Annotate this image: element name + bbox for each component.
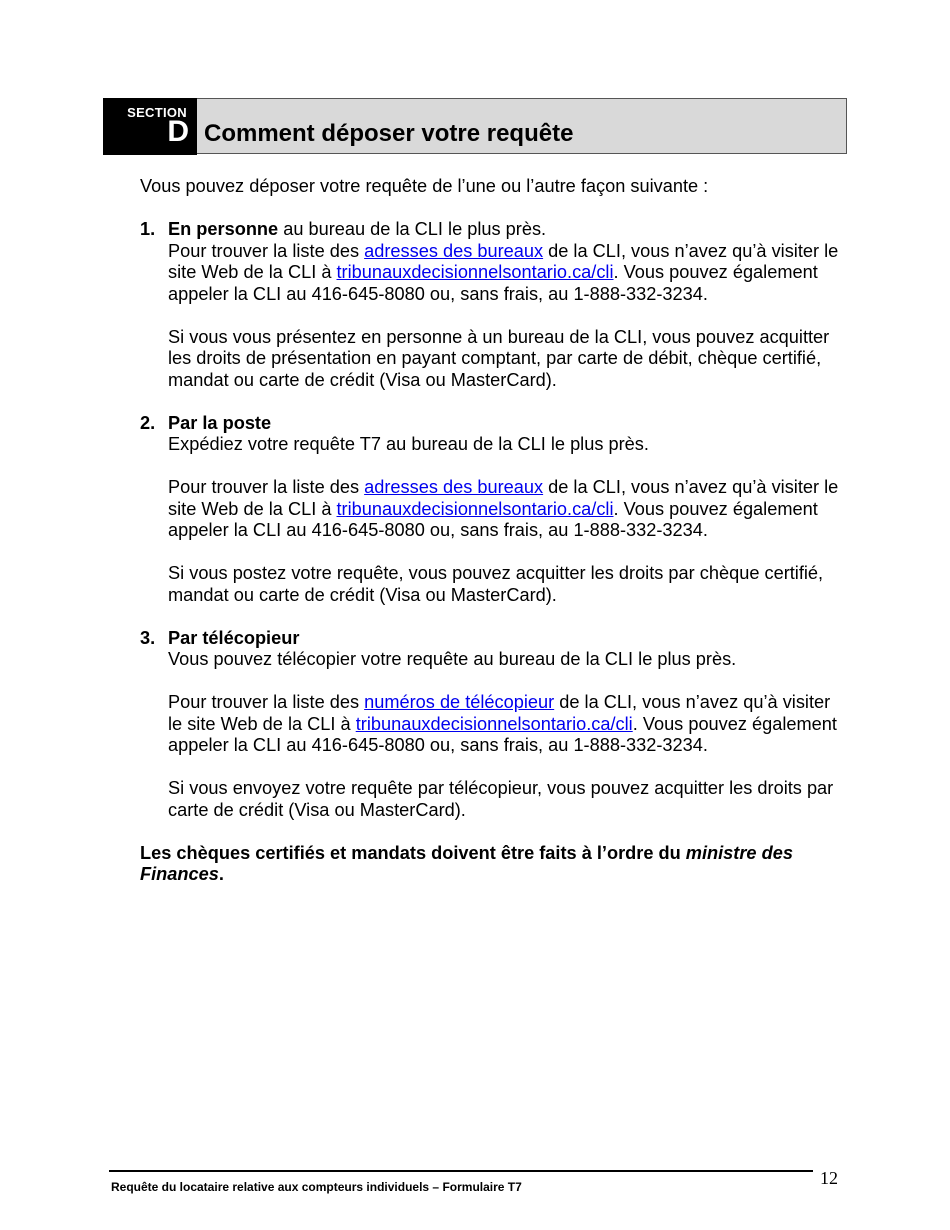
list-item-by-fax bbox=[140, 628, 840, 822]
item-line: Vous pouvez télécopier votre requête au bureau de la CLI le plus près. bbox=[168, 649, 737, 669]
text-run: . Vous pouvez également appeler la CLI au 416-645-8080 ou, sans frais, au 1-888-332-3234. bbox=[168, 262, 818, 304]
item-heading: Par télécopieur bbox=[168, 627, 300, 648]
office-addresses-link[interactable]: adresses des bureaux bbox=[364, 240, 544, 261]
item-payment-paragraph: Si vous vous présentez en personne à un bureau de la CLI, vous pouvez acquitter les droits de présentation en payant comptant, par carte de débit, chèque certifié, mandat ou carte de crédit (Visa ou MasterCard). bbox=[168, 326, 830, 390]
text-run: . Vous pouvez également appeler la CLI au 416-645-8080 ou, sans frais, au 1-888-332-3234. bbox=[168, 713, 837, 755]
item-heading-rest: au bureau de la CLI le plus près. bbox=[278, 219, 547, 239]
fax-numbers-link[interactable]: numéros de télécopieur bbox=[364, 692, 555, 712]
item-paragraph bbox=[168, 241, 840, 306]
item-heading: Par la poste bbox=[168, 412, 272, 433]
section-tab bbox=[103, 98, 197, 155]
website-link[interactable]: tribunauxdecisionnelsontario.ca/cli bbox=[355, 713, 633, 734]
item-line: Expédiez votre requête T7 au bureau de la CLI le plus près. bbox=[168, 434, 649, 454]
item-payment-paragraph: Si vous envoyez votre requête par télécopieur, vous pouvez acquitter les droits par carte de crédit (Visa ou MasterCard). bbox=[168, 778, 834, 820]
item-number: 2. bbox=[140, 412, 156, 433]
section-title: Comment déposer votre requête bbox=[204, 120, 574, 147]
item-number: 1. bbox=[140, 219, 156, 239]
note-end: . bbox=[218, 864, 224, 884]
list-item-by-mail bbox=[140, 413, 840, 607]
spacer bbox=[168, 456, 840, 478]
item-paragraph bbox=[168, 477, 840, 542]
office-addresses-link[interactable]: adresses des bureaux bbox=[364, 477, 544, 497]
text-run: de la CLI, vous n’avez qu’à visiter le site Web de la CLI à bbox=[168, 240, 839, 282]
text-run: Pour trouver la liste des bbox=[168, 692, 365, 712]
item-paragraph bbox=[168, 692, 840, 757]
payable-to-note bbox=[140, 843, 840, 886]
spacer bbox=[168, 542, 840, 564]
website-link[interactable]: tribunauxdecisionnelsontario.ca/cli bbox=[336, 262, 614, 282]
intro-paragraph: Vous pouvez déposer votre requête de l’une ou l’autre façon suivante : bbox=[140, 176, 709, 196]
text-run: Pour trouver la liste des bbox=[168, 240, 365, 261]
item-heading bbox=[168, 219, 840, 241]
text-run: de la CLI, vous n’avez qu’à visiter le site Web de la CLI à bbox=[168, 692, 831, 734]
item-heading-bold: En personne bbox=[168, 219, 279, 239]
spacer bbox=[168, 305, 840, 327]
list-item-in-person bbox=[140, 219, 840, 391]
text-run: . Vous pouvez également appeler la CLI au 416-645-8080 ou, sans frais, au 1-888-332-3234. bbox=[168, 498, 818, 540]
item-number: 3. bbox=[140, 627, 156, 648]
footer-rule bbox=[109, 1170, 813, 1172]
item-payment-paragraph: Si vous postez votre requête, vous pouvez acquitter les droits par chèque certifié, mandat ou carte de crédit (Visa ou MasterCard). bbox=[168, 563, 824, 605]
footer-text: Requête du locataire relative aux compteurs individuels – Formulaire T7 bbox=[111, 1180, 522, 1194]
section-header bbox=[103, 98, 847, 154]
text-run: Pour trouver la liste des bbox=[168, 477, 365, 497]
note-text: Les chèques certifiés et mandats doivent être faits à l’ordre du bbox=[140, 842, 686, 863]
spacer bbox=[168, 671, 840, 693]
text-run: de la CLI, vous n’avez qu’à visiter le site Web de la CLI à bbox=[168, 477, 839, 519]
section-word: SECTION bbox=[127, 105, 187, 120]
page-number: 12 bbox=[820, 1168, 838, 1188]
spacer bbox=[168, 757, 840, 779]
website-link[interactable]: tribunauxdecisionnelsontario.ca/cli bbox=[336, 498, 614, 519]
section-letter: D bbox=[167, 115, 189, 148]
note-italic: ministre des Finances bbox=[140, 842, 793, 884]
section-content bbox=[140, 176, 840, 886]
